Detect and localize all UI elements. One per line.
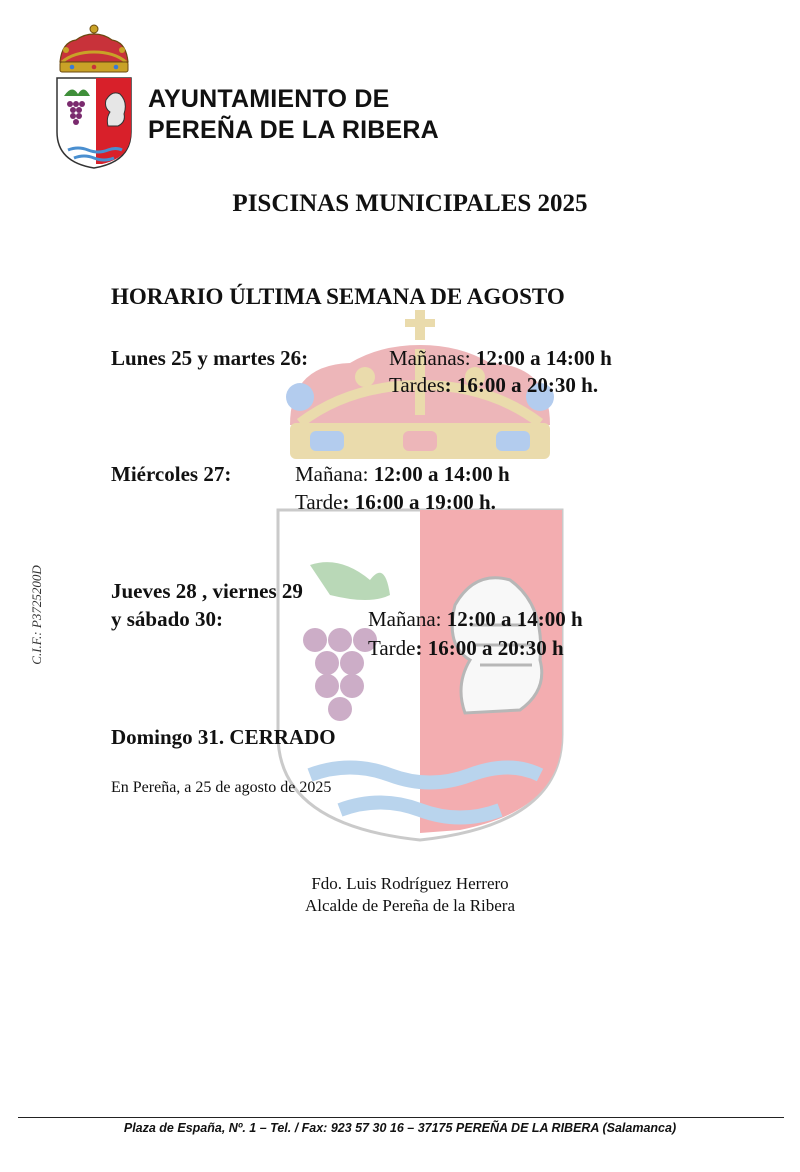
place-and-date: En Pereña, a 25 de agosto de 2025 bbox=[111, 779, 332, 796]
schedule-afternoon-thu-sat bbox=[368, 635, 564, 662]
footer-divider bbox=[18, 1117, 784, 1118]
closed-notice: Domingo 31. CERRADO bbox=[111, 725, 336, 749]
schedule-morning-mon-tue bbox=[389, 345, 612, 372]
schedule-days-sat: y sábado 30: bbox=[111, 607, 224, 631]
afternoon-hours: : 16:00 a 20:30 h. bbox=[444, 373, 599, 397]
morning-hours: 12:00 a 14:00 h bbox=[446, 607, 583, 631]
signature-title: Alcalde de Pereña de la Ribera bbox=[304, 896, 516, 915]
schedule-afternoon-mon-tue bbox=[389, 372, 598, 399]
document-title: PISCINAS MUNICIPALES 2025 bbox=[232, 190, 588, 217]
shield-icon bbox=[57, 78, 131, 168]
morning-label: Mañanas: bbox=[389, 346, 476, 370]
schedule-morning-thu-sat bbox=[368, 606, 583, 633]
afternoon-hours: : 16:00 a 19:00 h. bbox=[342, 490, 496, 514]
signature-name: Fdo. Luis Rodríguez Herrero bbox=[311, 874, 509, 893]
afternoon-hours: : 16:00 a 20:30 h bbox=[415, 636, 564, 660]
section-title: HORARIO ÚLTIMA SEMANA DE AGOSTO bbox=[111, 284, 565, 309]
morning-hours: 12:00 a 14:00 h bbox=[373, 462, 510, 486]
afternoon-label: Tardes bbox=[389, 373, 445, 397]
schedule-days-mon-tue: Lunes 25 y martes 26: bbox=[111, 346, 309, 370]
morning-label: Mañana: bbox=[295, 462, 374, 486]
crown-icon bbox=[60, 25, 128, 72]
cif-text: C.I.F.: P3725200D bbox=[29, 565, 44, 665]
schedule-days-wed: Miércoles 27: bbox=[111, 462, 232, 486]
afternoon-label: Tarde bbox=[295, 490, 343, 514]
schedule-days-thu-fri: Jueves 28 , viernes 29 bbox=[111, 579, 303, 603]
organization-name-line1: AYUNTAMIENTO DE bbox=[148, 85, 390, 113]
schedule-afternoon-wed bbox=[295, 489, 496, 516]
organization-name-line2: PEREÑA DE LA RIBERA bbox=[148, 116, 439, 144]
organization-name bbox=[148, 84, 439, 146]
coat-of-arms-logo bbox=[54, 22, 134, 172]
morning-label: Mañana: bbox=[368, 607, 447, 631]
cif-side-text bbox=[22, 545, 52, 685]
afternoon-label: Tarde bbox=[368, 636, 416, 660]
schedule-morning-wed bbox=[295, 461, 510, 488]
footer-address: Plaza de España, Nº. 1 – Tel. / Fax: 923 57 30 16 – 37175 PEREÑA DE LA RIBERA (Salamanca) bbox=[123, 1121, 677, 1135]
morning-hours: 12:00 a 14:00 h bbox=[475, 346, 612, 370]
